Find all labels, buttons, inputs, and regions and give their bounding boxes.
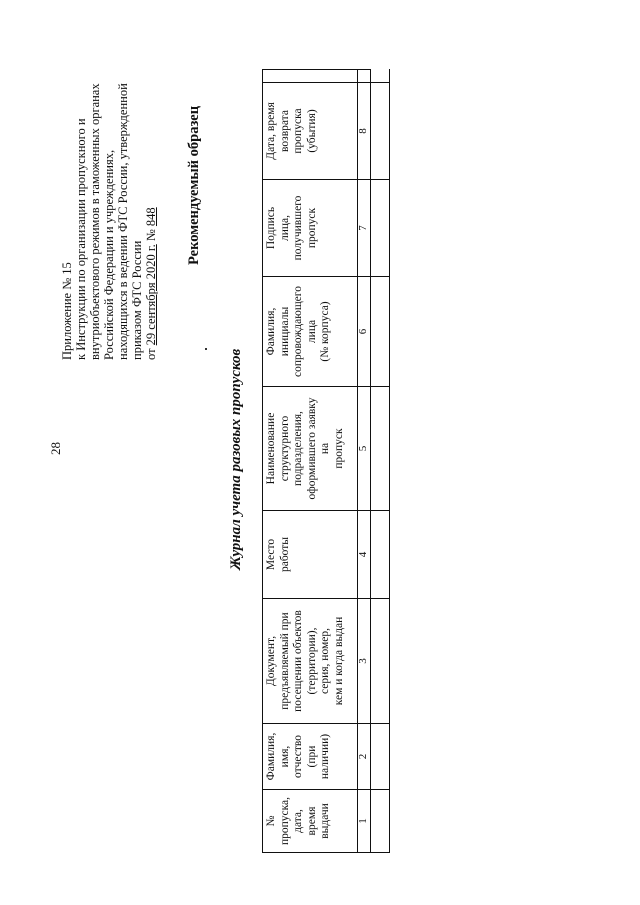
trailing-cell [358, 70, 371, 83]
header-line: структурного [278, 415, 291, 482]
header-line: оформившего заявку [305, 397, 318, 500]
table-cell [371, 724, 390, 790]
header-line: Подпись [265, 206, 277, 250]
header-line: Документ, [265, 635, 277, 687]
header-row [263, 70, 358, 853]
column-number-3: 3 [358, 599, 371, 724]
column-number-6: 6 [358, 277, 371, 387]
header-line: Место [265, 538, 277, 571]
column-header-3 [263, 599, 358, 724]
order-prefix: от [144, 345, 158, 360]
table-row [371, 70, 390, 853]
order-mid: № [144, 226, 158, 245]
header-line: № [265, 815, 277, 827]
header-line: Фамилия, [265, 307, 277, 356]
header-line: отчество [292, 734, 304, 779]
header-line: имя, [278, 745, 291, 768]
header-line: работы [278, 536, 291, 573]
column-header-8 [263, 83, 358, 180]
header-line: пропуск [305, 207, 318, 249]
speck-mark [205, 348, 207, 350]
order-date: 29 сентября 2020 г. [144, 244, 158, 346]
table-cell [371, 790, 390, 853]
table-cell [371, 511, 390, 599]
header-line: лица [305, 319, 318, 344]
header-line: (убытия) [305, 109, 318, 153]
table-cell [371, 599, 390, 724]
header-line: инициалы [278, 306, 291, 357]
table-cell [371, 277, 390, 387]
trailing-cell [371, 70, 390, 83]
column-header-1 [263, 790, 358, 853]
appendix-line: Приложение № 15 [60, 262, 74, 360]
appendix-line: внутриобъектового режимов в таможенных органах [88, 83, 102, 360]
order-number: 848 [144, 207, 158, 227]
appendix-line: находящихся в ведении ФТС России, утвержденной [116, 83, 130, 360]
header-line: пропуск [332, 428, 345, 469]
column-header-4 [263, 511, 358, 599]
header-line: подразделения, [292, 411, 304, 486]
trailing-cell [263, 70, 358, 83]
header-line: на [319, 442, 331, 455]
appendix-line: к Инструкции по организации пропускного и [74, 118, 88, 360]
sample-label: Рекомендуемый образец [186, 105, 202, 265]
header-line: время выдачи [305, 803, 331, 839]
column-header-7 [263, 180, 358, 277]
column-header-2 [263, 724, 358, 790]
pass-log-table [262, 69, 390, 853]
journal-title: Журнал учета разовых пропусков [228, 348, 244, 570]
appendix-header [60, 83, 158, 360]
header-line: (№ корпуса) [319, 301, 331, 362]
appendix-order-line [144, 83, 158, 360]
header-line: Наименование [265, 412, 277, 485]
header-line: пропуска, [278, 796, 291, 846]
appendix-line: приказом ФТС России [130, 240, 144, 360]
header-line: лица, [278, 214, 291, 242]
column-number-5: 5 [358, 387, 371, 511]
header-line: предъявляемый при [278, 612, 291, 710]
column-number-2: 2 [358, 724, 371, 790]
header-line: сопровождающего [292, 286, 304, 377]
header-line: посещении объектов [292, 610, 304, 712]
column-header-6 [263, 277, 358, 387]
column-number-4: 4 [358, 511, 371, 599]
page-number: 28 [48, 442, 63, 455]
table-cell [371, 387, 390, 511]
header-line: возврата [278, 110, 291, 152]
header-line: дата, [292, 809, 304, 833]
header-line: (при наличии) [305, 733, 331, 780]
column-number-7: 7 [358, 180, 371, 277]
header-line: Дата, время [265, 102, 277, 160]
header-line: получившего [292, 195, 304, 261]
table-cell [371, 180, 390, 277]
column-number-1: 1 [358, 790, 371, 853]
table-cell [371, 83, 390, 180]
column-number-row [358, 70, 371, 853]
header-line: Фамилия, [265, 732, 277, 781]
header-line: кем и когда выдан [332, 616, 345, 706]
header-line: (территории), [305, 627, 318, 695]
header-line: пропуска [292, 108, 304, 154]
header-line: серия, номер, [319, 628, 331, 694]
appendix-line: Российской Федерации и учреждениях, [102, 149, 116, 360]
column-header-5 [263, 387, 358, 511]
column-number-8: 8 [358, 83, 371, 180]
